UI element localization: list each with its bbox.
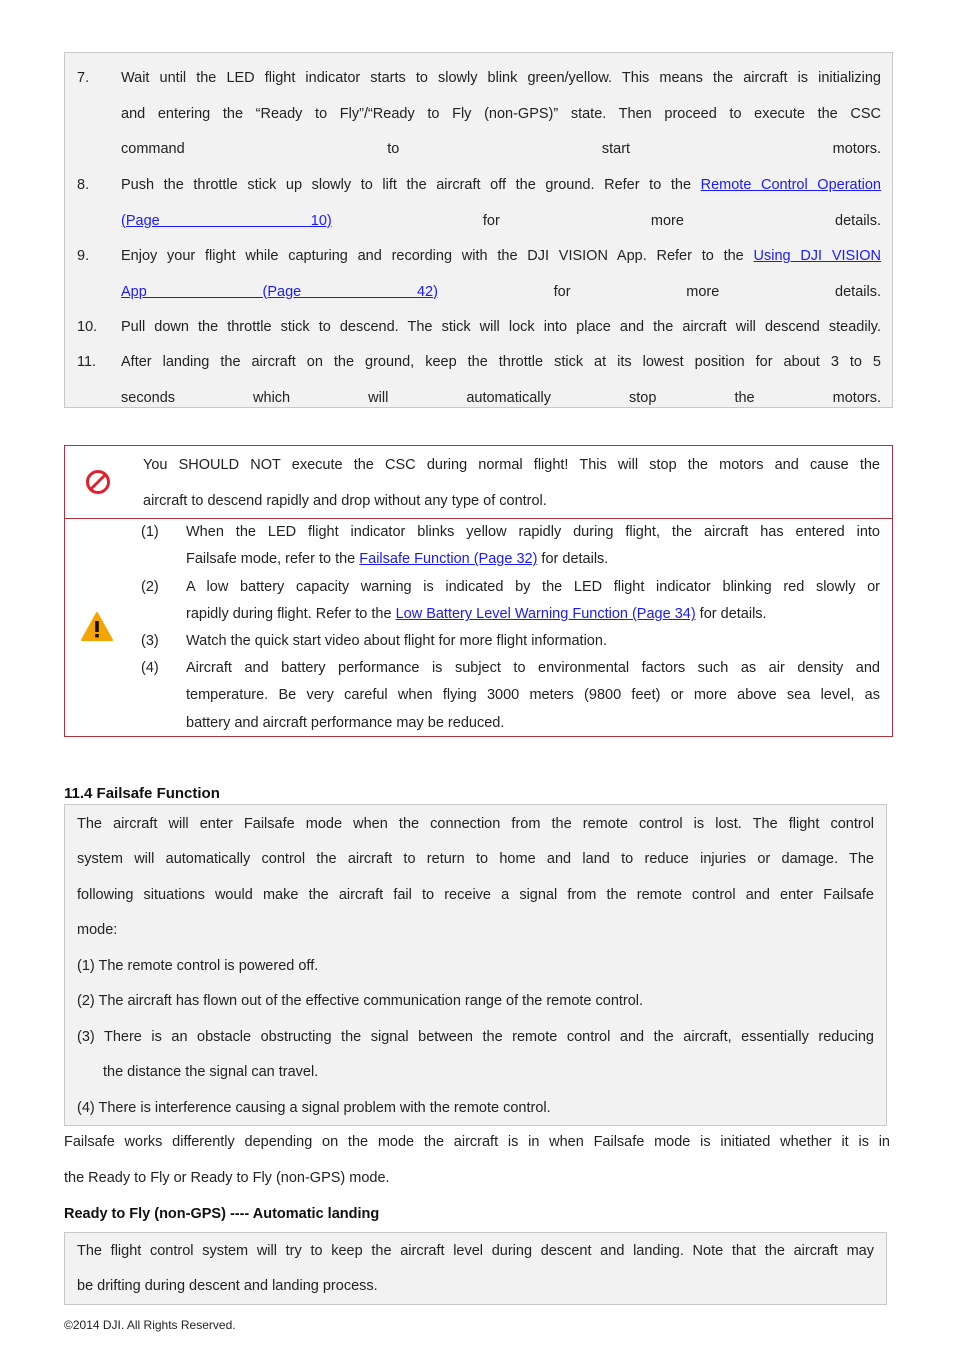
text-line bbox=[121, 310, 881, 346]
text-line bbox=[186, 546, 880, 573]
step-text bbox=[121, 61, 881, 168]
text-segment: and entering the “Ready to Fly”/“Ready to Fly (non-GPS)” state. Then proceed to execute the CSC bbox=[121, 105, 881, 122]
step-number: 10. bbox=[77, 319, 98, 335]
text-segment: temperature. Be very careful when flying 3000 meters (9800 feet) or more above sea level, as bbox=[186, 687, 880, 704]
text-segment: command to start motors. bbox=[121, 141, 881, 157]
caution-number: (3) bbox=[141, 633, 159, 649]
auto-landing-line: be drifting during descent and landing process. bbox=[77, 1278, 378, 1294]
text-line bbox=[186, 519, 880, 546]
text-line bbox=[121, 132, 881, 168]
text-line bbox=[121, 97, 881, 133]
cross-reference-link[interactable]: Remote Control Operation bbox=[700, 177, 881, 193]
text-line bbox=[186, 574, 880, 601]
text-segment: for details. bbox=[537, 551, 609, 568]
text-segment: rapidly during flight. Refer to the bbox=[186, 606, 396, 623]
text-segment: Aircraft and battery performance is subject to environmental factors such as air density and bbox=[186, 660, 880, 676]
text-line bbox=[121, 204, 881, 240]
text-segment: A low battery capacity warning is indicated by the LED flight indicator blinking red slowly or bbox=[186, 579, 880, 595]
failsafe-line: The aircraft will enter Failsafe mode when the connection from the remote control is lost. The flight control bbox=[77, 816, 874, 832]
failsafe-line: (2) The aircraft has flown out of the effective communication range of the remote control. bbox=[77, 993, 644, 1009]
text-line bbox=[186, 601, 880, 628]
caution-number: (2) bbox=[141, 579, 159, 595]
caution-text bbox=[186, 519, 880, 574]
failsafe-line: (4) There is interference causing a signal problem with the remote control. bbox=[77, 1100, 551, 1116]
failsafe-line: the distance the signal can travel. bbox=[103, 1064, 319, 1080]
step-text bbox=[121, 310, 881, 346]
prohibited-icon bbox=[85, 469, 111, 500]
caution-text bbox=[186, 574, 880, 629]
text-segment: Failsafe mode, refer to the bbox=[186, 551, 360, 568]
text-segment: for details. bbox=[695, 606, 767, 623]
text-segment: seconds which will automatically stop the motors. bbox=[121, 389, 881, 406]
failsafe-line: mode: bbox=[77, 922, 118, 938]
cross-reference-link[interactable]: Using DJI VISION bbox=[753, 248, 882, 264]
step-text bbox=[121, 168, 881, 239]
subheading: Ready to Fly (non-GPS) ---- Automatic landing bbox=[64, 1206, 380, 1222]
text-segment: Pull down the throttle stick to descend. The stick will lock into place and the aircraft will descend steadily. bbox=[121, 319, 881, 335]
caution-text bbox=[186, 628, 880, 655]
text-segment: Enjoy your flight while capturing and recording with the DJI VISION App. Refer to the bbox=[121, 248, 754, 264]
step-text bbox=[121, 239, 881, 310]
step-number: 9. bbox=[77, 248, 90, 264]
prohibition-line: aircraft to descend rapidly and drop without any type of control. bbox=[143, 493, 547, 509]
text-segment: Watch the quick start video about flight for more flight information. bbox=[186, 633, 607, 649]
caution-number: (1) bbox=[141, 524, 159, 540]
cross-reference-link[interactable]: Low Battery Level Warning Function (Page 34) bbox=[395, 606, 696, 623]
cross-reference-link[interactable]: Failsafe Function (Page 32) bbox=[359, 551, 538, 568]
text-segment: for more details. bbox=[437, 283, 881, 300]
step-number: 8. bbox=[77, 177, 90, 193]
steps-box bbox=[64, 52, 893, 408]
auto-landing-line: The flight control system will try to keep the aircraft level during descent and landing. Note that the aircraft may bbox=[77, 1243, 874, 1259]
footer-copyright: ©2014 DJI. All Rights Reserved. bbox=[64, 1318, 236, 1332]
text-line bbox=[186, 628, 880, 655]
text-segment: for more details. bbox=[331, 212, 881, 229]
text-line bbox=[121, 275, 881, 311]
text-line bbox=[186, 655, 880, 682]
prohibition-text bbox=[143, 447, 880, 519]
text-segment: Push the throttle stick up slowly to lift the aircraft off the ground. Refer to the bbox=[121, 177, 701, 193]
cross-reference-link[interactable]: (Page 10) bbox=[121, 212, 332, 229]
step-text bbox=[121, 345, 881, 416]
step-number: 7. bbox=[77, 70, 90, 86]
text-segment: After landing the aircraft on the ground, keep the throttle stick at its lowest position for about 3 to 5 bbox=[121, 354, 881, 370]
warning-box bbox=[64, 445, 893, 737]
failsafe-box bbox=[64, 804, 887, 1126]
failsafe-line: (3) There is an obstacle obstructing the signal between the remote control and the aircraft, essentially reducing bbox=[77, 1029, 874, 1045]
cross-reference-link[interactable]: App (Page 42) bbox=[121, 283, 438, 300]
failsafe-line: following situations would make the aircraft fail to receive a signal from the remote control and enter Failsafe bbox=[77, 887, 874, 903]
auto-landing-box bbox=[64, 1232, 887, 1305]
failsafe-line: system will automatically control the aircraft to return to home and land to reduce injuries or damage. The bbox=[77, 851, 874, 867]
failsafe-paragraph-line: Failsafe works differently depending on the mode the aircraft is in when Failsafe mode is initiated whether it is in bbox=[64, 1134, 890, 1150]
section-heading: 11.4 Failsafe Function bbox=[64, 785, 220, 802]
prohibition-row bbox=[65, 446, 892, 519]
caution-icon bbox=[80, 611, 114, 647]
caution-number: (4) bbox=[141, 660, 159, 676]
step-number: 11. bbox=[77, 354, 97, 370]
text-line bbox=[121, 239, 881, 275]
text-segment: Wait until the LED flight indicator starts to slowly blink green/yellow. This means the aircraft is initializing bbox=[121, 70, 881, 86]
prohibition-line: You SHOULD NOT execute the CSC during normal flight! This will stop the motors and cause the bbox=[143, 457, 880, 473]
text-line bbox=[121, 61, 881, 97]
text-line bbox=[121, 345, 881, 381]
failsafe-paragraph-line: the Ready to Fly or Ready to Fly (non-GPS) mode. bbox=[64, 1170, 390, 1186]
text-line bbox=[121, 381, 881, 417]
text-line bbox=[121, 168, 881, 204]
caution-text bbox=[186, 655, 880, 737]
text-segment: battery and aircraft performance may be reduced. bbox=[186, 714, 505, 731]
text-line bbox=[186, 710, 880, 737]
text-line bbox=[186, 682, 880, 709]
failsafe-line: (1) The remote control is powered off. bbox=[77, 958, 319, 974]
text-segment: When the LED flight indicator blinks yellow rapidly during flight, the aircraft has entered into bbox=[186, 524, 880, 540]
